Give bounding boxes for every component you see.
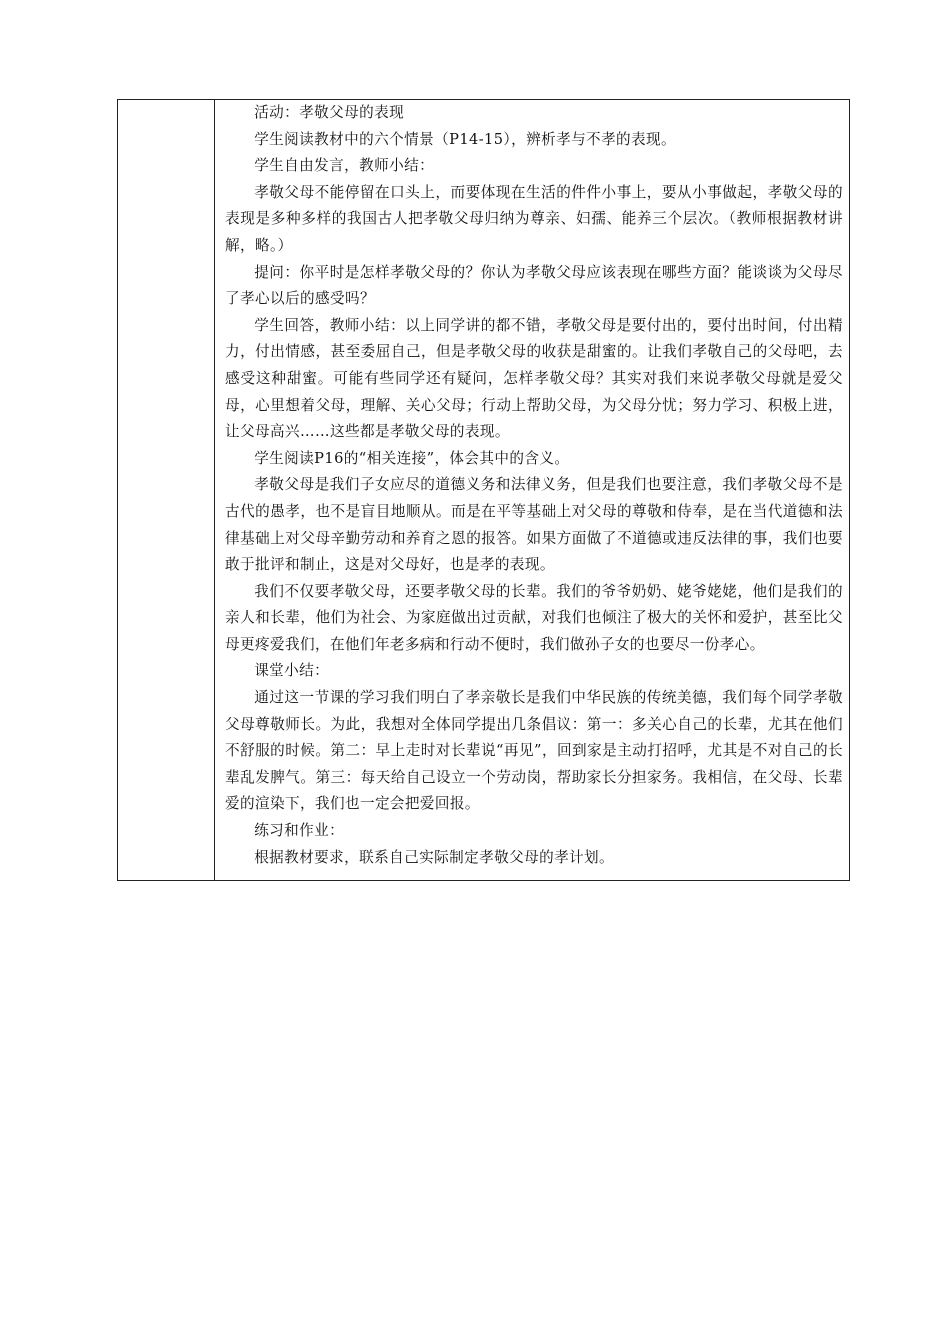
paragraph-homework: 根据教材要求，联系自己实际制定孝敬父母的孝计划。 xyxy=(254,848,615,866)
paragraph-activity-title: 活动：孝敬父母的表现 xyxy=(254,104,405,121)
paragraph-student-answer: 学生回答，教师小结：以上同学讲的都不错，孝敬父母是要付出的，要付出时间，付出精力，付出情感，甚至委屈自己，但是孝敬父母的收获是甜蜜的。让我们孝敬自己的父母吧，去感受这种甜蜜。可能有些同学还有疑问，怎样孝敬父母？其实对我们来说孝敬父母就是爱父母，心里想着父母，理解、关心父母；行动上帮助父母，为父母分忧；努力学习、积极上进，让父母高兴……这些都是孝敬父母的表现。 xyxy=(225,316,843,441)
lesson-content-cell xyxy=(225,100,843,871)
paragraph-related-link: 学生阅读P16的“相关连接”，体会其中的含义。 xyxy=(254,449,570,467)
paragraph-free-speech: 学生自由发言，教师小结： xyxy=(254,157,435,175)
paragraph-class-summary-heading: 课堂小结： xyxy=(254,662,330,680)
paragraph-homework-heading: 练习和作业： xyxy=(254,822,345,840)
paragraph-elders: 我们不仅要孝敬父母，还要孝敬父母的长辈。我们的爷爷奶奶、姥爷姥姥，他们是我们的亲人和长辈，他们为社会、为家庭做出过贡献，对我们也倾注了极大的关怀和爱护，甚至比父母更疼爱我们，在他们年老多病和行动不便时，我们做孙子女的也要尽一份孝心。 xyxy=(225,582,843,653)
table-left-column xyxy=(118,100,215,880)
paragraph-class-summary: 通过这一节课的学习我们明白了孝亲敬长是我们中华民族的传统美德，我们每个同学孝敬父母尊敬师长。为此，我想对全体同学提出几条倡议：第一：多关心自己的长辈，尤其在他们不舒服的时候。第二：早上走时对长辈说“再见”，回到家是主动打招呼，尤其是不对自己的长辈乱发脾气。第三：每天给自己设立一个劳动岗，帮助家长分担家务。我相信，在父母、长辈爱的渲染下，我们也一定会把爱回报。 xyxy=(225,689,843,813)
paragraph-teacher-summary: 孝敬父母不能停留在口头上，而要体现在生活的件件小事上，要从小事做起，孝敬父母的表现是多种多样的我国古人把孝敬父母归纳为尊亲、妇孺、能养三个层次。（教师根据教材讲解，略。） xyxy=(225,183,843,254)
lesson-table xyxy=(117,99,850,881)
paragraph-reading-scenarios: 学生阅读教材中的六个情景（P14-15），辨析孝与不孝的表现。 xyxy=(254,130,677,148)
paragraph-question: 提问：你平时是怎样孝敬父母的？你认为孝敬父母应该表现在哪些方面？能谈谈为父母尽了孝心以后的感受吗？ xyxy=(225,263,843,308)
paragraph-moral-duty: 孝敬父母是我们子女应尽的道德义务和法律义务，但是我们也要注意，我们孝敬父母不是古代的愚孝，也不是盲目地顺从。而是在平等基础上对父母的尊敬和侍奉，是在当代道德和法律基础上对父母辛勤劳动和养育之恩的报答。如果方面做了不道德或违反法律的事，我们也要敢于批评和制止，这是对父母好，也是孝的表现。 xyxy=(225,476,843,574)
